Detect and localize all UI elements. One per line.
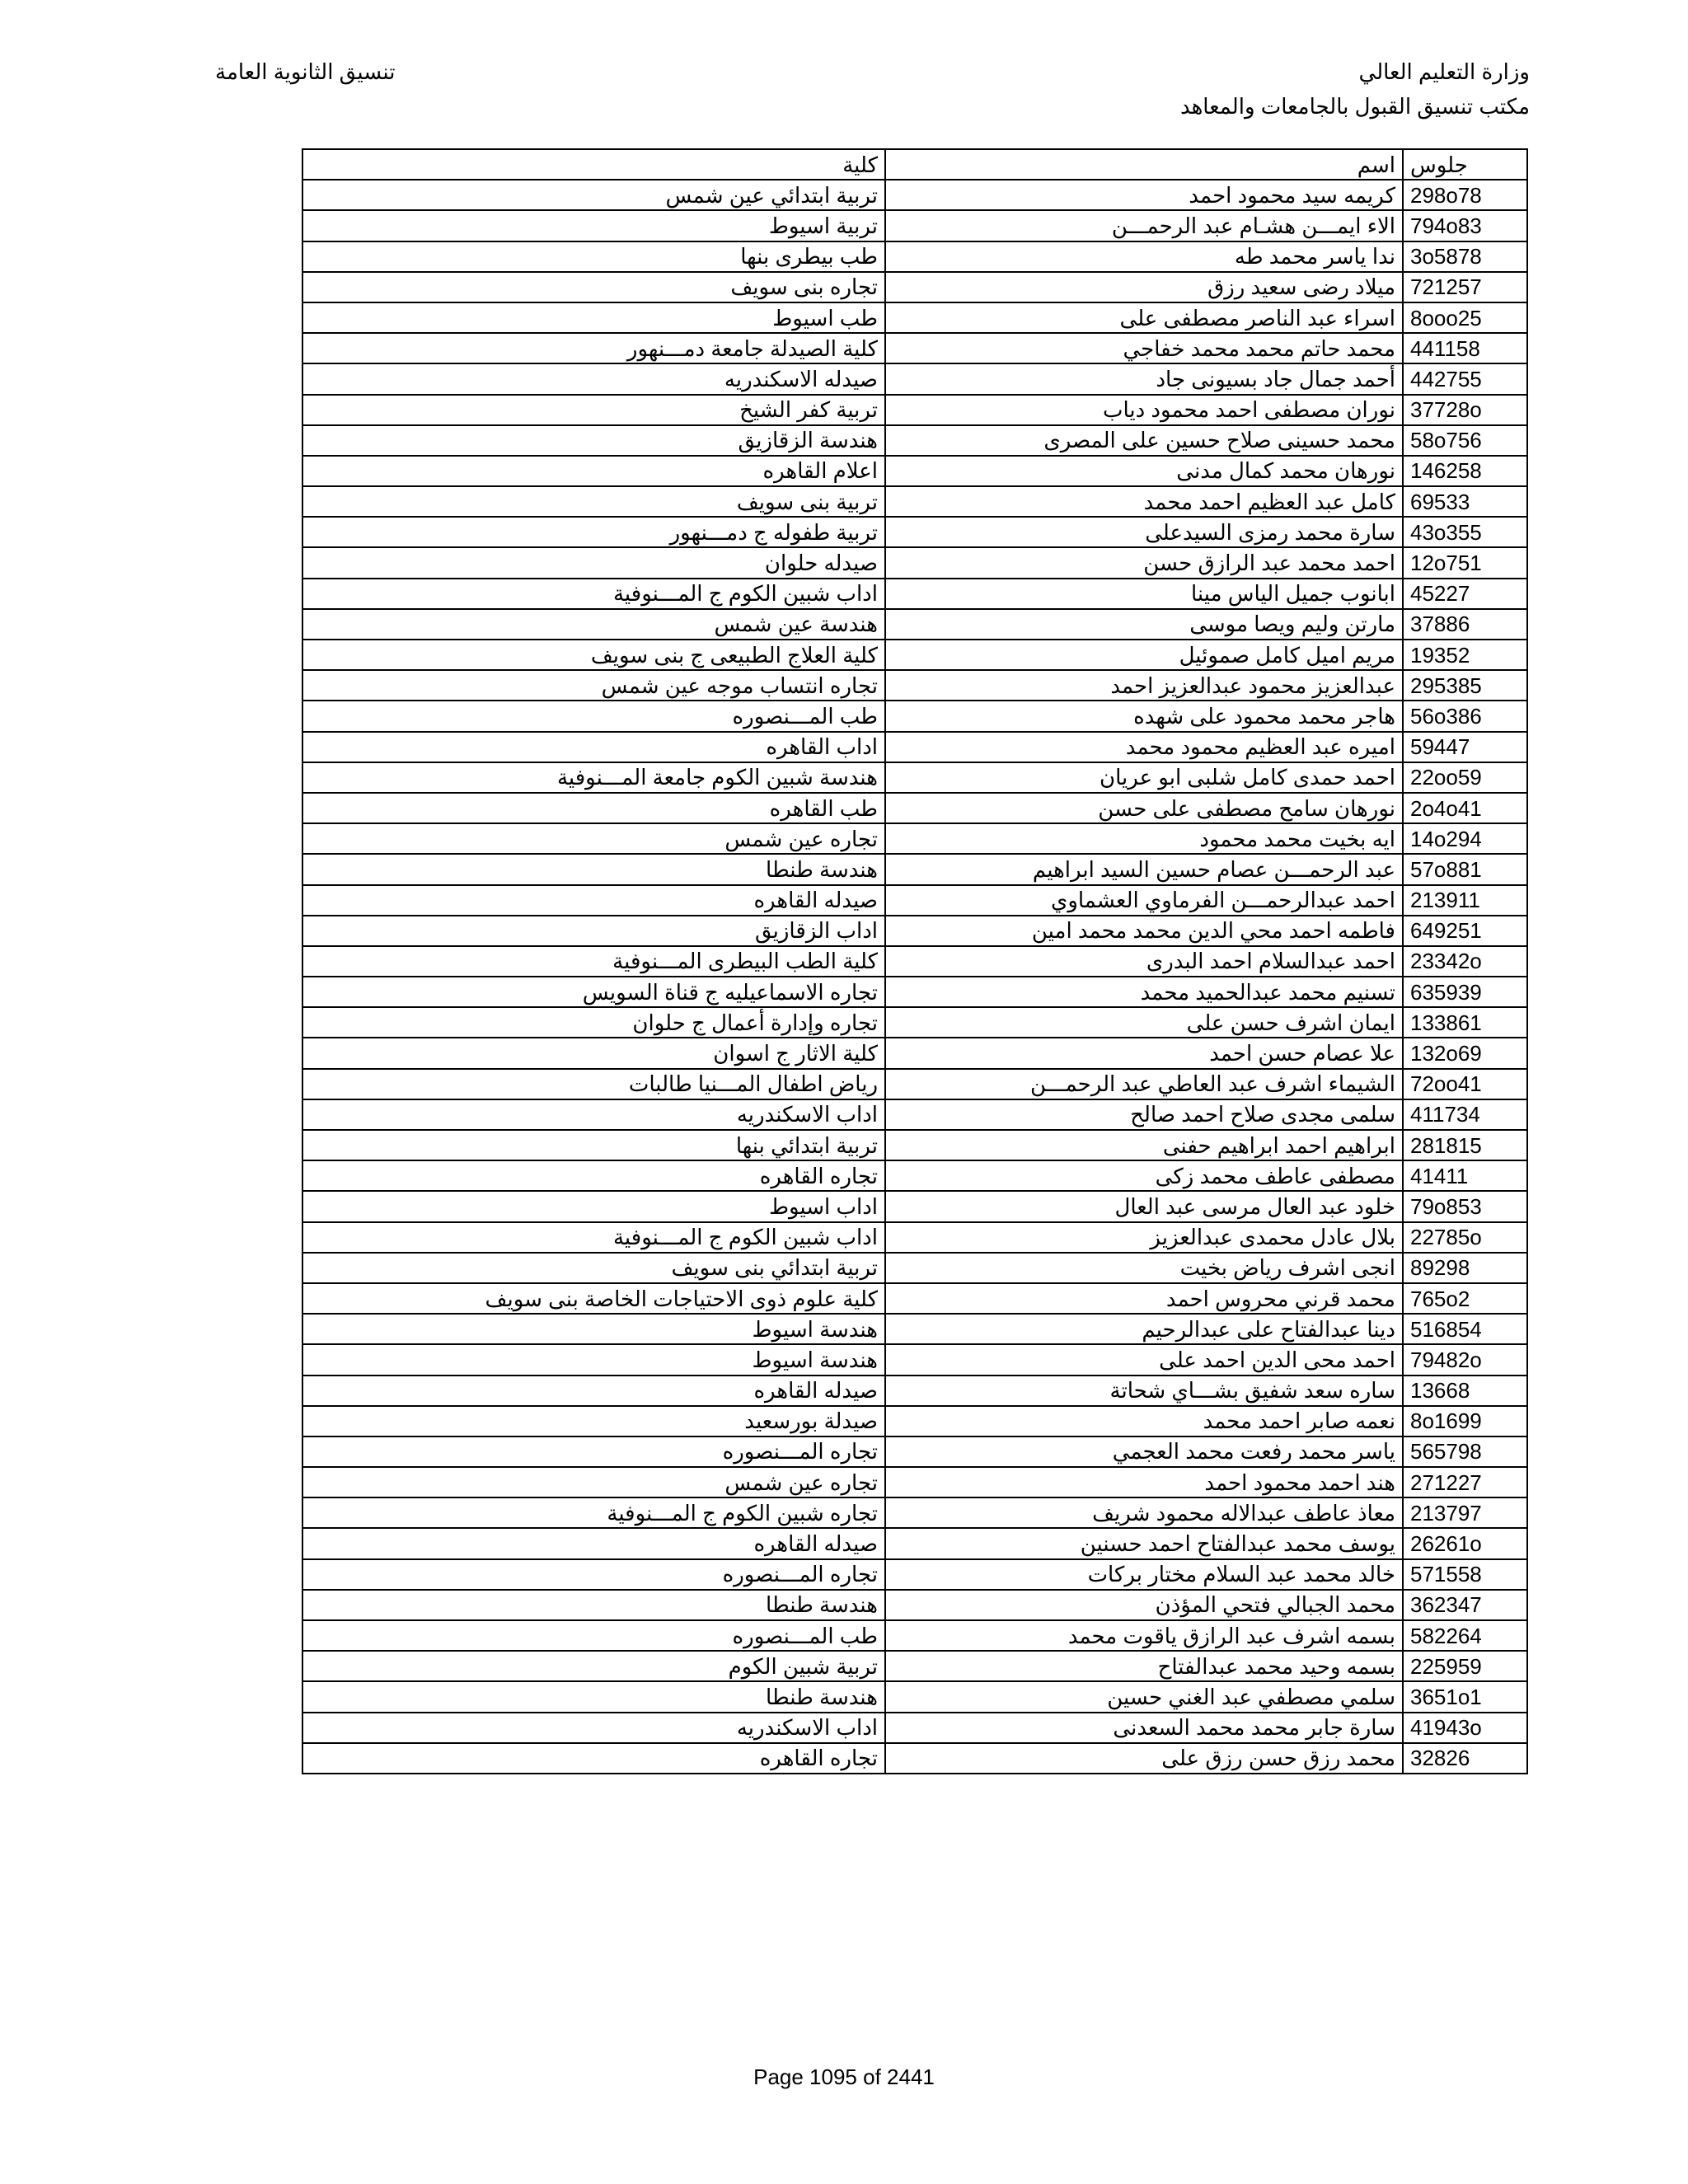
cell-seat: 225959: [1403, 1651, 1527, 1681]
table-row: [302, 1436, 1527, 1467]
table-row: [302, 1099, 1527, 1130]
table-row: [302, 1130, 1527, 1160]
cell-name: نورهان سامح مصطفى على حسن: [885, 793, 1403, 823]
cell-seat: 32826: [1403, 1743, 1527, 1774]
cell-college: صيدله القاهره: [302, 1376, 885, 1406]
cell-name: ميلاد رضى سعيد رزق: [885, 272, 1403, 302]
cell-college: كلية الاثار ج اسوان: [302, 1038, 885, 1068]
cell-college: هندسة الزقازيق: [302, 425, 885, 456]
cell-college: تربية ابتدائي بنى سويف: [302, 1253, 885, 1283]
cell-college: تجاره الاسماعيليه ج قناة السويس: [302, 977, 885, 1007]
cell-college: تجاره القاهره: [302, 1743, 885, 1774]
ministry-title: وزارة التعليم العالي: [1358, 59, 1530, 84]
table-row: [302, 1038, 1527, 1068]
cell-college: هندسة شبين الكوم جامعة المـــنوفية: [302, 762, 885, 793]
table-row: [302, 395, 1527, 425]
cell-college: هندسة اسيوط: [302, 1344, 885, 1375]
cell-college: صيدلة بورسعيد: [302, 1406, 885, 1436]
cell-college: تربية بنى سويف: [302, 486, 885, 517]
cell-college: تجاره عين شمس: [302, 823, 885, 854]
cell-name: معاذ عاطف عبدالاله محمود شريف: [885, 1497, 1403, 1528]
cell-college: اعلام القاهره: [302, 456, 885, 486]
cell-college: اداب الاسكندريه: [302, 1099, 885, 1130]
cell-name: بلال عادل محمدى عبدالعزيز: [885, 1222, 1403, 1253]
cell-college: اداب الاسكندريه: [302, 1713, 885, 1743]
cell-seat: 635939: [1403, 977, 1527, 1007]
cell-seat: 13668: [1403, 1376, 1527, 1406]
cell-name: محمد حاتم محمد محمد خفاجي: [885, 333, 1403, 363]
cell-college: كلية العلاج الطبيعى ج بنى سويف: [302, 640, 885, 670]
cell-seat: 22785o: [1403, 1222, 1527, 1253]
cell-seat: 43o355: [1403, 517, 1527, 547]
table-row: [302, 456, 1527, 486]
cell-college: هندسة طنطا: [302, 1681, 885, 1712]
cell-name: مريم اميل كامل صموئيل: [885, 640, 1403, 670]
cell-college: تجاره وإدارة أعمال ج حلوان: [302, 1007, 885, 1038]
table-row: [302, 885, 1527, 916]
cell-name: كامل عبد العظيم احمد محمد: [885, 486, 1403, 517]
cell-name: ايمان اشرف حسن على: [885, 1007, 1403, 1038]
cell-name: الشيماء اشرف عبد العاطي عبد الرحمـــن: [885, 1069, 1403, 1099]
table-row: [302, 823, 1527, 854]
cell-name: دينا عبدالفتاح على عبدالرحيم: [885, 1314, 1403, 1344]
table-row: [302, 517, 1527, 547]
cell-seat: 133861: [1403, 1007, 1527, 1038]
cell-college: طب المـــنصوره: [302, 1620, 885, 1651]
cell-seat: 79482o: [1403, 1344, 1527, 1375]
cell-name: علا عصام حسن احمد: [885, 1038, 1403, 1068]
cell-name: احمد عبدالسلام احمد البدرى: [885, 946, 1403, 977]
cell-college: تربية طفوله ج دمـــنهور: [302, 517, 885, 547]
table-row: [302, 1253, 1527, 1283]
cell-seat: 41411: [1403, 1160, 1527, 1191]
office-title: مكتب تنسيق القبول بالجامعات والمعاهد: [1179, 94, 1530, 119]
cell-name: نوران مصطفى احمد محمود دياب: [885, 395, 1403, 425]
cell-college: طب اسيوط: [302, 302, 885, 333]
cell-name: بسمه وحيد محمد عبدالفتاح: [885, 1651, 1403, 1681]
table-row: [302, 180, 1527, 210]
cell-college: تجاره انتساب موجه عين شمس: [302, 670, 885, 701]
cell-seat: 281815: [1403, 1130, 1527, 1160]
cell-name: اسراء عبد الناصر مصطفى على: [885, 302, 1403, 333]
cell-seat: 565798: [1403, 1436, 1527, 1467]
cell-seat: 58o756: [1403, 425, 1527, 456]
table-row: [302, 1344, 1527, 1375]
cell-seat: 26261o: [1403, 1528, 1527, 1558]
cell-name: خالد محمد عبد السلام مختار بركات: [885, 1559, 1403, 1590]
cell-college: اداب الزقازيق: [302, 916, 885, 946]
cell-seat: 12o751: [1403, 547, 1527, 578]
cell-name: سلمى مجدى صلاح احمد صالح: [885, 1099, 1403, 1130]
table-row: [302, 1651, 1527, 1681]
cell-college: كلية الصيدلة جامعة دمـــنهور: [302, 333, 885, 363]
cell-seat: 56o386: [1403, 701, 1527, 731]
table-row: [302, 1069, 1527, 1099]
column-header-seat: جلوس: [1403, 149, 1527, 180]
cell-name: ساره سعد شفيق بشـــاي شحاتة: [885, 1376, 1403, 1406]
cell-name: ابراهيم احمد ابراهيم حفنى: [885, 1130, 1403, 1160]
table-row: [302, 1191, 1527, 1221]
cell-college: تجاره القاهره: [302, 1160, 885, 1191]
cell-name: هند احمد محمود احمد: [885, 1467, 1403, 1497]
cell-seat: 582264: [1403, 1620, 1527, 1651]
table-row: [302, 1160, 1527, 1191]
cell-college: تجاره شبين الكوم ج المـــنوفية: [302, 1497, 885, 1528]
page-number: Page 1095 of 2441: [753, 2064, 935, 2089]
cell-college: هندسة طنطا: [302, 1590, 885, 1620]
table-row: [302, 333, 1527, 363]
table-row: [302, 1007, 1527, 1038]
cell-college: اداب شبين الكوم ج المـــنوفية: [302, 1222, 885, 1253]
cell-college: اداب القاهره: [302, 732, 885, 762]
cell-seat: 23342o: [1403, 946, 1527, 977]
cell-college: كلية الطب البيطرى المـــنوفية: [302, 946, 885, 977]
column-header-college: كلية: [302, 149, 885, 180]
cell-name: فاطمه احمد محي الدين محمد محمد امين: [885, 916, 1403, 946]
cell-name: سارة محمد رمزى السيدعلى: [885, 517, 1403, 547]
cell-name: ندا ياسر محمد طه: [885, 241, 1403, 272]
table-row: [302, 1743, 1527, 1774]
cell-seat: 79o853: [1403, 1191, 1527, 1221]
cell-college: تربية ابتدائي بنها: [302, 1130, 885, 1160]
cell-seat: 37728o: [1403, 395, 1527, 425]
cell-seat: 45227: [1403, 579, 1527, 609]
table-row: [302, 241, 1527, 272]
cell-seat: 794o83: [1403, 210, 1527, 241]
table-row: [302, 579, 1527, 609]
cell-college: كلية علوم ذوى الاحتياجات الخاصة بنى سويف: [302, 1283, 885, 1314]
cell-seat: 516854: [1403, 1314, 1527, 1344]
cell-seat: 411734: [1403, 1099, 1527, 1130]
cell-seat: 146258: [1403, 456, 1527, 486]
table-row: [302, 670, 1527, 701]
cell-name: خلود عبد العال مرسى عبد العال: [885, 1191, 1403, 1221]
cell-seat: 213797: [1403, 1497, 1527, 1528]
table-row: [302, 1528, 1527, 1558]
table-row: [302, 1376, 1527, 1406]
cell-seat: 765o2: [1403, 1283, 1527, 1314]
table-row: [302, 1620, 1527, 1651]
cell-name: سلمي مصطفي عبد الغني حسين: [885, 1681, 1403, 1712]
cell-college: صيدله القاهره: [302, 885, 885, 916]
cell-name: احمد محى الدين احمد على: [885, 1344, 1403, 1375]
cell-college: اداب شبين الكوم ج المـــنوفية: [302, 579, 885, 609]
table-header-row: [302, 149, 1527, 180]
cell-college: طب القاهره: [302, 793, 885, 823]
cell-seat: 8o1699: [1403, 1406, 1527, 1436]
table-row: [302, 916, 1527, 946]
cell-college: صيدله القاهره: [302, 1528, 885, 1558]
table-row: [302, 1713, 1527, 1743]
table-row: [302, 977, 1527, 1007]
cell-seat: 213911: [1403, 885, 1527, 916]
cell-seat: 57o881: [1403, 854, 1527, 884]
cell-name: بسمه اشرف عبد الرازق ياقوت محمد: [885, 1620, 1403, 1651]
cell-name: مارتن وليم ويصا موسى: [885, 609, 1403, 640]
cell-name: محمد حسينى صلاح حسين على المصرى: [885, 425, 1403, 456]
cell-seat: 14o294: [1403, 823, 1527, 854]
cell-name: ياسر محمد رفعت محمد العجمي: [885, 1436, 1403, 1467]
cell-name: انجى اشرف رياض بخيت: [885, 1253, 1403, 1283]
cell-college: رياض اطفال المـــنيا طالبات: [302, 1069, 885, 1099]
cell-name: نورهان محمد كمال مدنى: [885, 456, 1403, 486]
cell-seat: 442755: [1403, 363, 1527, 394]
cell-college: هندسة عين شمس: [302, 609, 885, 640]
cell-seat: 3o5878: [1403, 241, 1527, 272]
cell-name: هاجر محمد محمود على شهده: [885, 701, 1403, 731]
table-row: [302, 425, 1527, 456]
table-row: [302, 946, 1527, 977]
cell-name: عبد الرحمـــن عصام حسين السيد ابراهيم: [885, 854, 1403, 884]
cell-seat: 271227: [1403, 1467, 1527, 1497]
cell-college: تجاره المـــنصوره: [302, 1559, 885, 1590]
table-row: [302, 701, 1527, 731]
cell-name: مصطفى عاطف محمد زكى: [885, 1160, 1403, 1191]
cell-name: يوسف محمد عبدالفتاح احمد حسنين: [885, 1528, 1403, 1558]
cell-name: احمد عبدالرحمـــن الفرماوي العشماوي: [885, 885, 1403, 916]
table-row: [302, 302, 1527, 333]
cell-name: سارة جابر محمد محمد السعدنى: [885, 1713, 1403, 1743]
table-row: [302, 1559, 1527, 1590]
cell-college: تجاره بنى سويف: [302, 272, 885, 302]
cell-seat: 37886: [1403, 609, 1527, 640]
table-row: [302, 732, 1527, 762]
cell-college: تربية ابتدائي عين شمس: [302, 180, 885, 210]
cell-college: اداب اسيوط: [302, 1191, 885, 1221]
table-row: [302, 609, 1527, 640]
cell-seat: 298o78: [1403, 180, 1527, 210]
cell-name: اميره عبد العظيم محمود محمد: [885, 732, 1403, 762]
cell-name: احمد محمد عبد الرازق حسن: [885, 547, 1403, 578]
table-row: [302, 1222, 1527, 1253]
cell-college: تجاره المـــنصوره: [302, 1436, 885, 1467]
cell-college: تجاره عين شمس: [302, 1467, 885, 1497]
cell-seat: 8ooo25: [1403, 302, 1527, 333]
cell-college: هندسة اسيوط: [302, 1314, 885, 1344]
cell-college: تربية شبين الكوم: [302, 1651, 885, 1681]
table-row: [302, 1283, 1527, 1314]
cell-name: عبدالعزيز محمود عبدالعزيز احمد: [885, 670, 1403, 701]
cell-seat: 41943o: [1403, 1713, 1527, 1743]
table-row: [302, 1590, 1527, 1620]
cell-seat: 362347: [1403, 1590, 1527, 1620]
cell-seat: 59447: [1403, 732, 1527, 762]
cell-seat: 22oo59: [1403, 762, 1527, 793]
cell-name: ابانوب جميل الياس مينا: [885, 579, 1403, 609]
cell-college: طب بيطرى بنها: [302, 241, 885, 272]
cell-seat: 69533: [1403, 486, 1527, 517]
cell-seat: 571558: [1403, 1559, 1527, 1590]
cell-name: احمد حمدى كامل شلبى ابو عريان: [885, 762, 1403, 793]
section-title: تنسيق الثانوية العامة: [215, 59, 396, 84]
cell-name: تسنيم محمد عبدالحميد محمد: [885, 977, 1403, 1007]
cell-seat: 132o69: [1403, 1038, 1527, 1068]
cell-name: الاء ايمـــن هشـام عبد الرحمـــن: [885, 210, 1403, 241]
admissions-table: [302, 148, 1528, 1774]
table-row: [302, 1497, 1527, 1528]
cell-name: أحمد جمال جاد بسيونى جاد: [885, 363, 1403, 394]
cell-college: تربية كفر الشيخ: [302, 395, 885, 425]
cell-college: صيدله الاسكندريه: [302, 363, 885, 394]
table-row: [302, 854, 1527, 884]
cell-seat: 19352: [1403, 640, 1527, 670]
cell-college: تربية اسيوط: [302, 210, 885, 241]
cell-name: محمد الجبالي فتحي المؤذن: [885, 1590, 1403, 1620]
cell-seat: 721257: [1403, 272, 1527, 302]
table-row: [302, 793, 1527, 823]
table-row: [302, 1314, 1527, 1344]
cell-name: محمد رزق حسن رزق على: [885, 1743, 1403, 1774]
cell-college: طب المـــنصوره: [302, 701, 885, 731]
cell-name: كريمه سيد محمود احمد: [885, 180, 1403, 210]
table-row: [302, 486, 1527, 517]
cell-seat: 441158: [1403, 333, 1527, 363]
table-row: [302, 363, 1527, 394]
cell-seat: 295385: [1403, 670, 1527, 701]
table-row: [302, 1406, 1527, 1436]
table-row: [302, 547, 1527, 578]
table-row: [302, 1681, 1527, 1712]
column-header-name: اسم: [885, 149, 1403, 180]
cell-name: نعمه صابر احمد محمد: [885, 1406, 1403, 1436]
table-row: [302, 640, 1527, 670]
table-row: [302, 272, 1527, 302]
cell-seat: 89298: [1403, 1253, 1527, 1283]
cell-name: ايه بخيت محمد محمود: [885, 823, 1403, 854]
cell-seat: 649251: [1403, 916, 1527, 946]
cell-college: هندسة طنطا: [302, 854, 885, 884]
table-row: [302, 762, 1527, 793]
table-row: [302, 1467, 1527, 1497]
cell-seat: 2o4o41: [1403, 793, 1527, 823]
cell-seat: 72oo41: [1403, 1069, 1527, 1099]
table-row: [302, 210, 1527, 241]
cell-college: صيدله حلوان: [302, 547, 885, 578]
cell-name: محمد قرني محروس احمد: [885, 1283, 1403, 1314]
cell-seat: 3651o1: [1403, 1681, 1527, 1712]
